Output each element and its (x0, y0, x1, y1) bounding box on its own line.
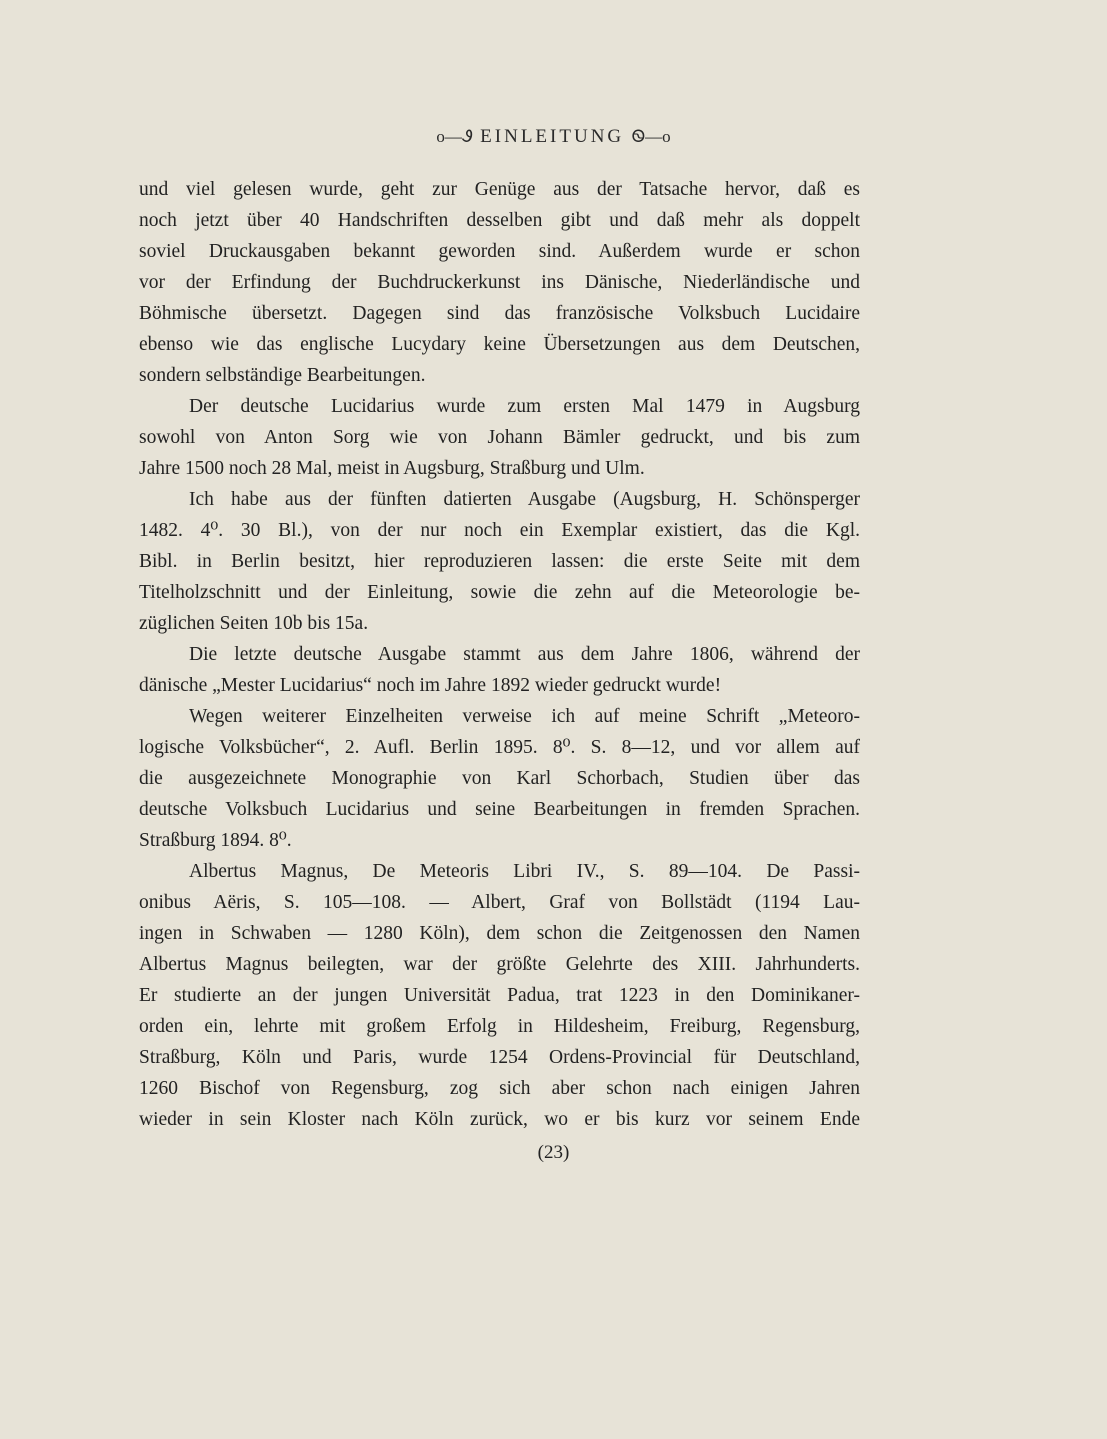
page-number: (23) (537, 1142, 570, 1163)
header-title: EINLEITUNG (480, 126, 625, 147)
text-line: soviel Druckausgaben bekannt geworden sind. Außerdem wurde er schon (139, 241, 860, 262)
text-line: Bibl. in Berlin besitzt, hier reproduzieren lassen: die erste Seite mit dem (139, 551, 860, 572)
text-line: züglichen Seiten 10b bis 15a. (139, 613, 369, 634)
text-line: Der deutsche Lucidarius wurde zum ersten Mal 1479 in Augsburg (189, 396, 860, 417)
text-line: Die letzte deutsche Ausgabe stammt aus dem Jahre 1806, während der (189, 644, 860, 665)
text-line: wieder in sein Kloster nach Köln zurück, wo er bis kurz vor seinem Ende (139, 1109, 860, 1130)
text-line: onibus Aëris, S. 105—108. — Albert, Graf von Bollstädt (1194 Lau- (139, 892, 860, 913)
text-line: logische Volksbücher“, 2. Aufl. Berlin 1895. 8⁰. S. 8—12, und vor allem auf (139, 737, 860, 758)
text-line: vor der Erfindung der Buchdruckerkunst ins Dänische, Niederländische und (139, 272, 860, 293)
text-line: Straßburg, Köln und Paris, wurde 1254 Ordens-Provincial für Deutschland, (139, 1047, 860, 1068)
text-line: 1260 Bischof von Regensburg, zog sich aber schon nach einigen Jahren (139, 1078, 860, 1099)
text-line: Ich habe aus der fünften datierten Ausgabe (Augsburg, H. Schönsperger (189, 489, 860, 510)
text-line: und viel gelesen wurde, geht zur Genüge aus der Tatsache hervor, daß es (139, 179, 860, 200)
text-line: Titelholzschnitt und der Einleitung, sowie die zehn auf die Meteorologie be- (139, 582, 860, 603)
text-line: Böhmische übersetzt. Dagegen sind das französische Volksbuch Lucidaire (139, 303, 860, 324)
body-text (139, 174, 860, 1135)
text-line: Albertus Magnus, De Meteoris Libri IV., S. 89—104. De Passi- (189, 861, 860, 882)
text-line: dänische „Mester Lucidarius“ noch im Jahre 1892 wieder gedruckt wurde! (139, 675, 722, 696)
text-line: die ausgezeichnete Monographie von Karl Schorbach, Studien über das (139, 768, 860, 789)
text-line: Er studierte an der jungen Universität Padua, trat 1223 in den Dominikaner- (139, 985, 860, 1006)
text-line: deutsche Volksbuch Lucidarius und seine Bearbeitungen in fremden Sprachen. (139, 799, 860, 820)
text-line: sowohl von Anton Sorg wie von Johann Bämler gedruckt, und bis zum (139, 427, 860, 448)
running-header (0, 126, 1107, 148)
right-ornament-icon: Ꮻ—o (631, 127, 671, 146)
text-line: Jahre 1500 noch 28 Mal, meist in Augsburg, Straßburg und Ulm. (139, 458, 645, 479)
text-line: Albertus Magnus beilegten, war der größte Gelehrte des XIII. Jahrhunderts. (139, 954, 860, 975)
left-ornament-icon: o—Ꮽ (436, 127, 473, 146)
text-line: sondern selbständige Bearbeitungen. (139, 365, 426, 386)
text-line: 1482. 4⁰. 30 Bl.), von der nur noch ein Exemplar existiert, das die Kgl. (139, 520, 860, 541)
text-line: orden ein, lehrte mit großem Erfolg in Hildesheim, Freiburg, Regensburg, (139, 1016, 860, 1037)
text-line: ebenso wie das englische Lucydary keine Übersetzungen aus dem Deutschen, (139, 334, 860, 355)
text-line: noch jetzt über 40 Handschriften desselben gibt und daß mehr als doppelt (139, 210, 860, 231)
text-line: ingen in Schwaben — 1280 Köln), dem schon die Zeitgenossen den Namen (139, 923, 860, 944)
text-line: Straßburg 1894. 8⁰. (139, 830, 292, 851)
text-line: Wegen weiterer Einzelheiten verweise ich auf meine Schrift „Meteoro- (189, 706, 860, 727)
